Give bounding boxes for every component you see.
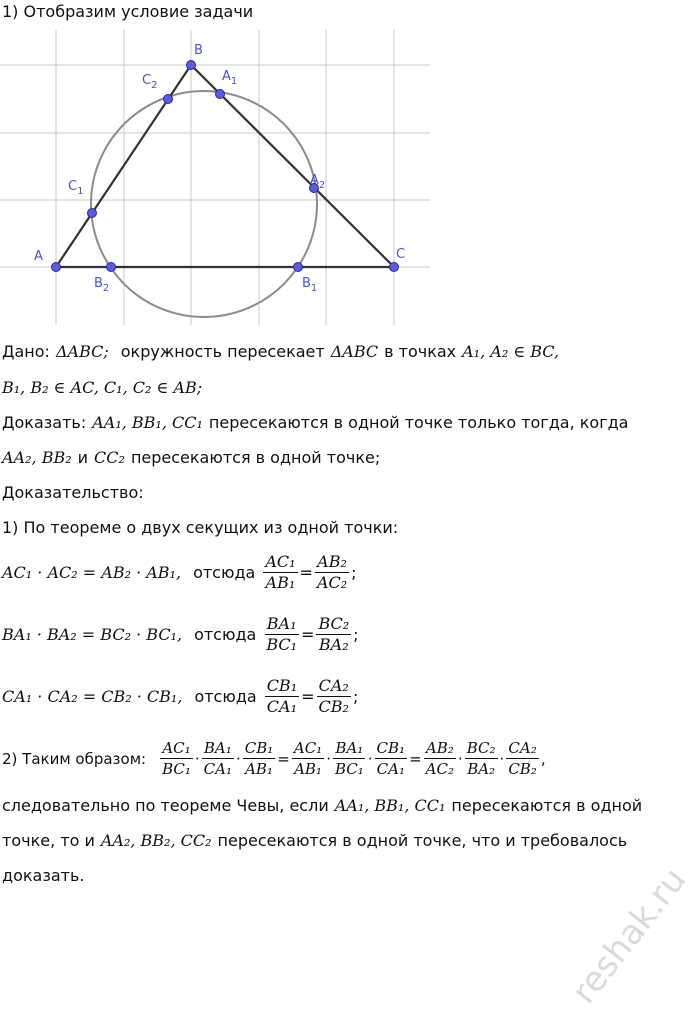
triangle-abc	[56, 65, 394, 267]
given-line-1: Дано: ΔABC; окружность пересекает ΔABC в точках A₁, A₂ ∈ BC,	[2, 342, 560, 361]
fraction: $\frac{\text{BC₂}}{\text{BA₂}}$	[318, 614, 350, 654]
point-b	[187, 61, 196, 70]
label-b2: $B_2$	[94, 276, 110, 294]
conclusion-line-2: точке, то и AA₂, BB₂, CC₂ пересекаются в одной точке, что и требовалось	[2, 831, 628, 850]
label-a2: $A_2$	[310, 173, 326, 191]
label-c: C	[396, 247, 406, 262]
label-a: A	[34, 249, 43, 264]
label-c1: $C_1$	[68, 179, 84, 197]
label-b1: $B_1$	[302, 276, 318, 294]
fraction: $\frac{\text{CB₁}}{\text{CA₁}}$	[266, 676, 298, 716]
point-a	[52, 263, 61, 272]
section-heading: 1) Отобразим условие задачи	[2, 2, 254, 21]
point-c	[390, 263, 399, 272]
fraction: $\frac{\text{BA₁}}{\text{BC₁}}$	[266, 614, 298, 654]
fraction: $\frac{\text{AC₁}}{\text{AB₁}}$	[265, 552, 296, 592]
fraction: $\frac{\text{AB₂}}{\text{AC₂}}$	[316, 552, 348, 592]
step-2-product: 2) Таким образом: $\frac{\text{AC₁}}{\text{BC₁}}$ · $\frac{\text{BA₁}}{\text{CA₁}}$ · $\frac{\text{CB₁}}{\text{AB₁}}$ = $\frac{\text{AC₁}}{\text{AB₁}}$ · $\frac{\text{BA₁}}{\text{BC₁}}$ · $\frac{\text{CB₁}}{\text{CA₁}}$ = $\frac{\text{AB₂}}{\text{AC₂}}$ · $\frac{\text{BC₂}}{\text{BA₂}}$ · $\frac{\text{CA₂}}{\text{CB₂}}$ ,	[2, 739, 546, 778]
grid	[0, 30, 430, 325]
point-a1	[216, 90, 225, 99]
equation-1: AC₁ · AC₂ = AB₂ · AB₁, отсюда $\frac{\text{AC₁}}{\text{AB₁}}$ = $\frac{\text{AB₂}}{\text{AC₂}}$ ;	[2, 552, 357, 592]
equation-2: BA₁ · BA₂ = BC₂ · BC₁, отсюда $\frac{\text{BA₁}}{\text{BC₁}}$ = $\frac{\text{BC₂}}{\text{BA₂}}$ ;	[2, 614, 359, 654]
conclusion-line-3: доказать.	[2, 866, 85, 885]
conclusion-line-1: следовательно по теореме Чевы, если AA₁, BB₁, CC₁ пересекаются в одной	[2, 796, 643, 815]
step-1: 1) По теореме о двух секущих из одной точки:	[2, 518, 399, 537]
triangle-circle-figure	[0, 28, 440, 328]
label-c2: $C_2$	[142, 73, 158, 91]
prove-line-2: AA₂, BB₂ и CC₂ пересекаются в одной точке;	[2, 448, 381, 467]
label-b: B	[194, 43, 203, 58]
label-a1: $A_1$	[222, 69, 238, 87]
watermark: reshak.ru	[563, 860, 694, 1011]
prove-line-1: Доказать: AA₁, BB₁, CC₁ пересекаются в одной точке только тогда, когда	[2, 413, 629, 432]
point-c1	[88, 209, 97, 218]
point-b1	[294, 263, 303, 272]
point-b2	[107, 263, 116, 272]
circle	[91, 91, 317, 317]
given-line-2: B₁, B₂ ∈ AC, C₁, C₂ ∈ AB;	[2, 378, 203, 397]
fraction: $\frac{\text{CA₂}}{\text{CB₂}}$	[318, 676, 349, 716]
proof-label: Доказательство:	[2, 483, 144, 502]
point-c2	[164, 95, 173, 104]
equation-3: CA₁ · CA₂ = CB₂ · CB₁, отсюда $\frac{\text{CB₁}}{\text{CA₁}}$ = $\frac{\text{CA₂}}{\text{CB₂}}$ ;	[2, 676, 359, 716]
